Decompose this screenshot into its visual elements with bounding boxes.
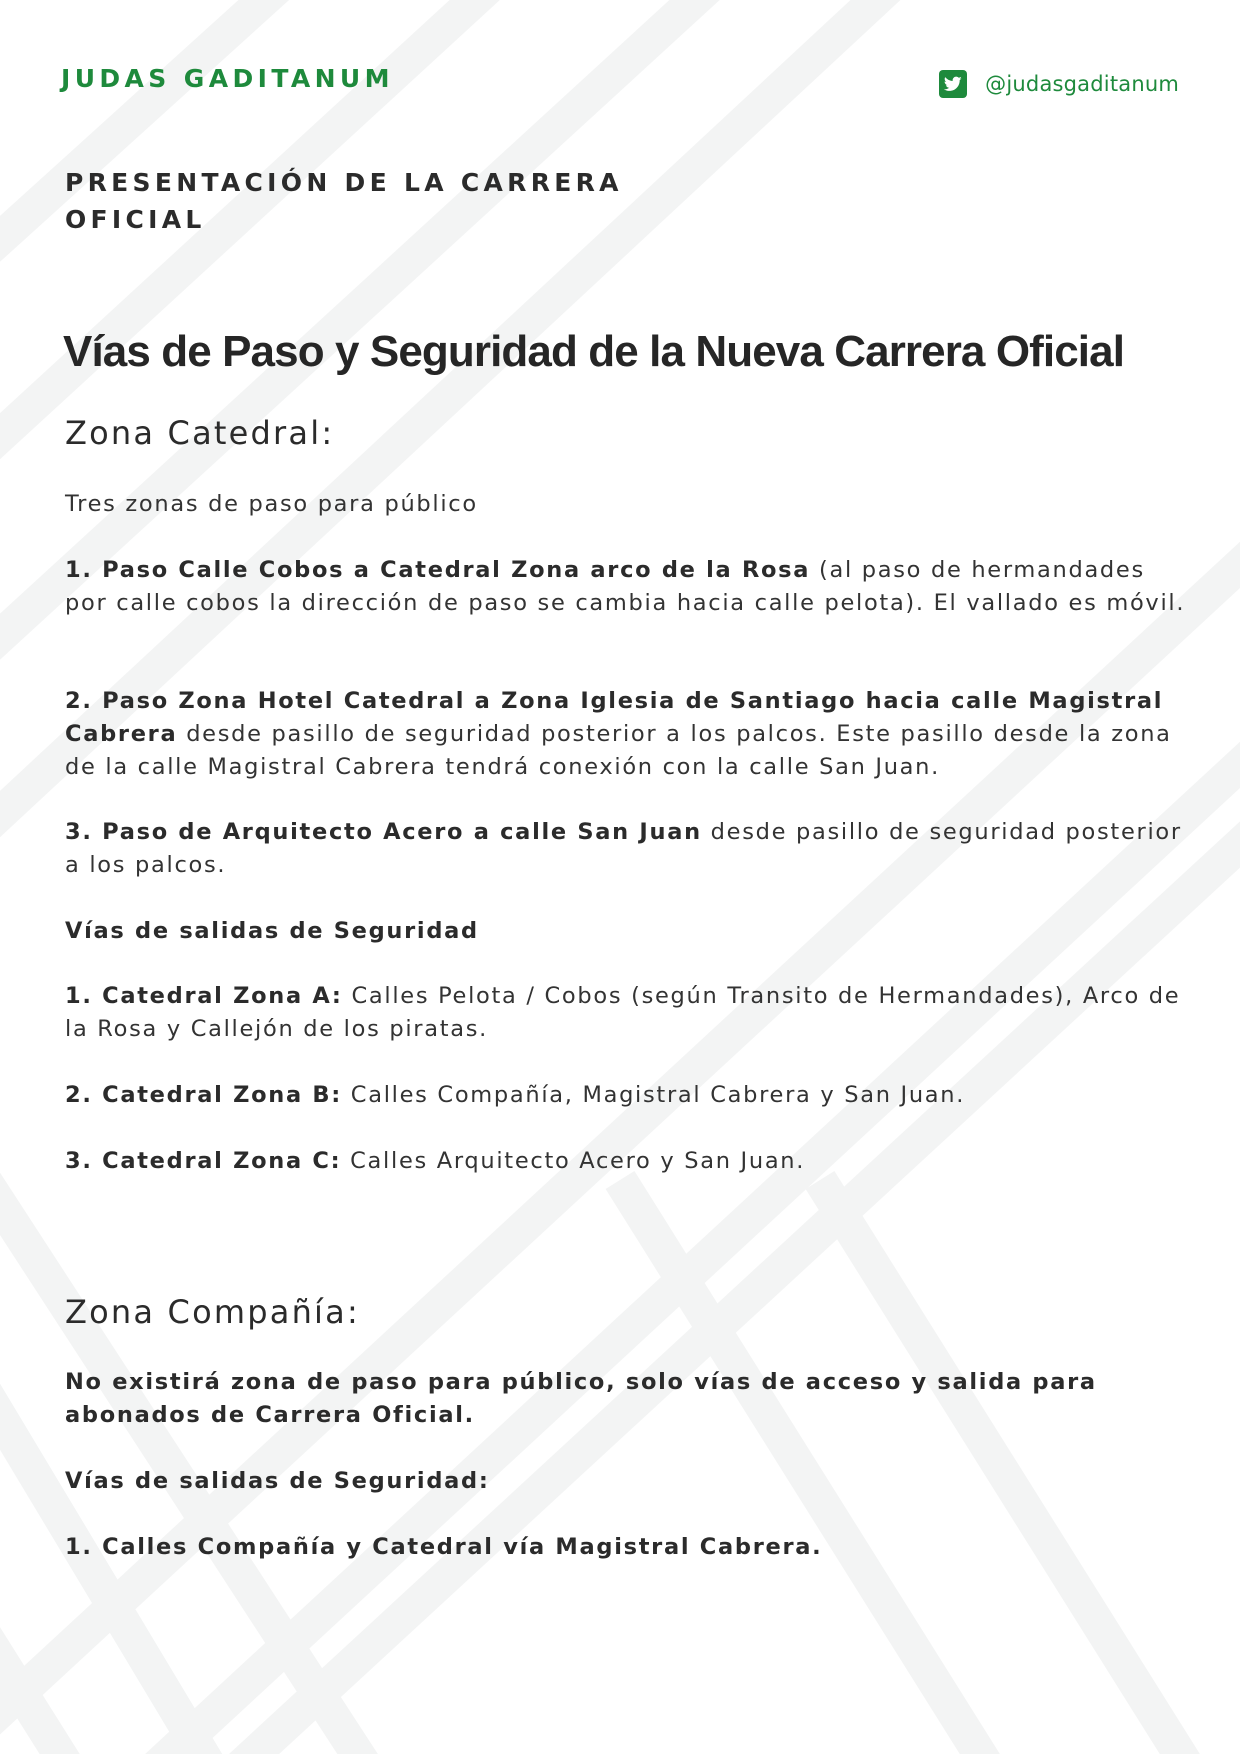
brand-name: JUDAS GADITANUM [61, 64, 394, 93]
pass-3-text: desde pasillo de seguridad posterior a los palcos. [65, 819, 1182, 878]
pass-1-text: (al paso de hermandades por calle cobos la dirección de paso se cambia hacia calle pelota). El vallado es móvil. [65, 557, 1186, 616]
compania-exit-1: 1. Calles Compañía y Catedral vía Magistral Cabrera. [65, 1534, 823, 1560]
zone-catedral-heading: Zona Catedral: [65, 414, 335, 452]
exit-c-label: 3. Catedral Zona C: [65, 1148, 342, 1174]
exit-a-text: Calles Pelota / Cobos (según Transito de Hermandades), Arco de la Rosa y Callejón de los piratas. [65, 983, 1181, 1042]
social-handle[interactable] [939, 70, 1179, 98]
compania-note: No existirá zona de paso para público, solo vías de acceso y salida para abonados de Carrera Oficial. [65, 1369, 1097, 1428]
twitter-icon [939, 70, 967, 98]
catedral-exit-a [65, 980, 1195, 1046]
zone-compania-heading: Zona Compañía: [65, 1293, 360, 1331]
catedral-exits-heading: Vías de salidas de Seguridad [65, 918, 479, 944]
exit-b-text: Calles Compañía, Magistral Cabrera y San Juan. [341, 1082, 966, 1108]
pass-2-label: 2. Paso Zona Hotel Catedral a Zona Iglesia de Santiago hacia calle Magistral Cabrera [65, 688, 1164, 747]
pass-1-label: 1. Paso Calle Cobos a Catedral Zona arco de la Rosa [65, 557, 811, 583]
catedral-pass-2 [65, 685, 1195, 784]
catedral-exit-c [65, 1145, 1195, 1178]
section-kicker [65, 164, 785, 238]
kicker-line-2: OFICIAL [65, 205, 206, 234]
twitter-handle[interactable]: @judasgaditanum [985, 72, 1179, 96]
pass-3-label: 3. Paso de Arquitecto Acero a calle San Juan [65, 819, 702, 845]
exit-b-label: 2. Catedral Zona B: [65, 1082, 342, 1108]
exit-a-label: 1. Catedral Zona A: [65, 983, 343, 1009]
catedral-intro: Tres zonas de paso para público [65, 491, 478, 517]
catedral-pass-1 [65, 554, 1195, 620]
pass-2-text: desde pasillo de seguridad posterior a los palcos. Este pasillo desde la zona de la calle Magistral Cabrera tendrá conexión con la calle San Juan. [65, 721, 1172, 780]
catedral-pass-3 [65, 816, 1195, 882]
kicker-line-1: PRESENTACIÓN DE LA CARRERA [65, 168, 623, 197]
catedral-exit-b [65, 1079, 1195, 1112]
compania-exits-heading: Vías de salidas de Seguridad: [65, 1468, 490, 1494]
exit-c-text: Calles Arquitecto Acero y San Juan. [341, 1148, 806, 1174]
page-title: Vías de Paso y Seguridad de la Nueva Carrera Oficial [63, 327, 1125, 376]
